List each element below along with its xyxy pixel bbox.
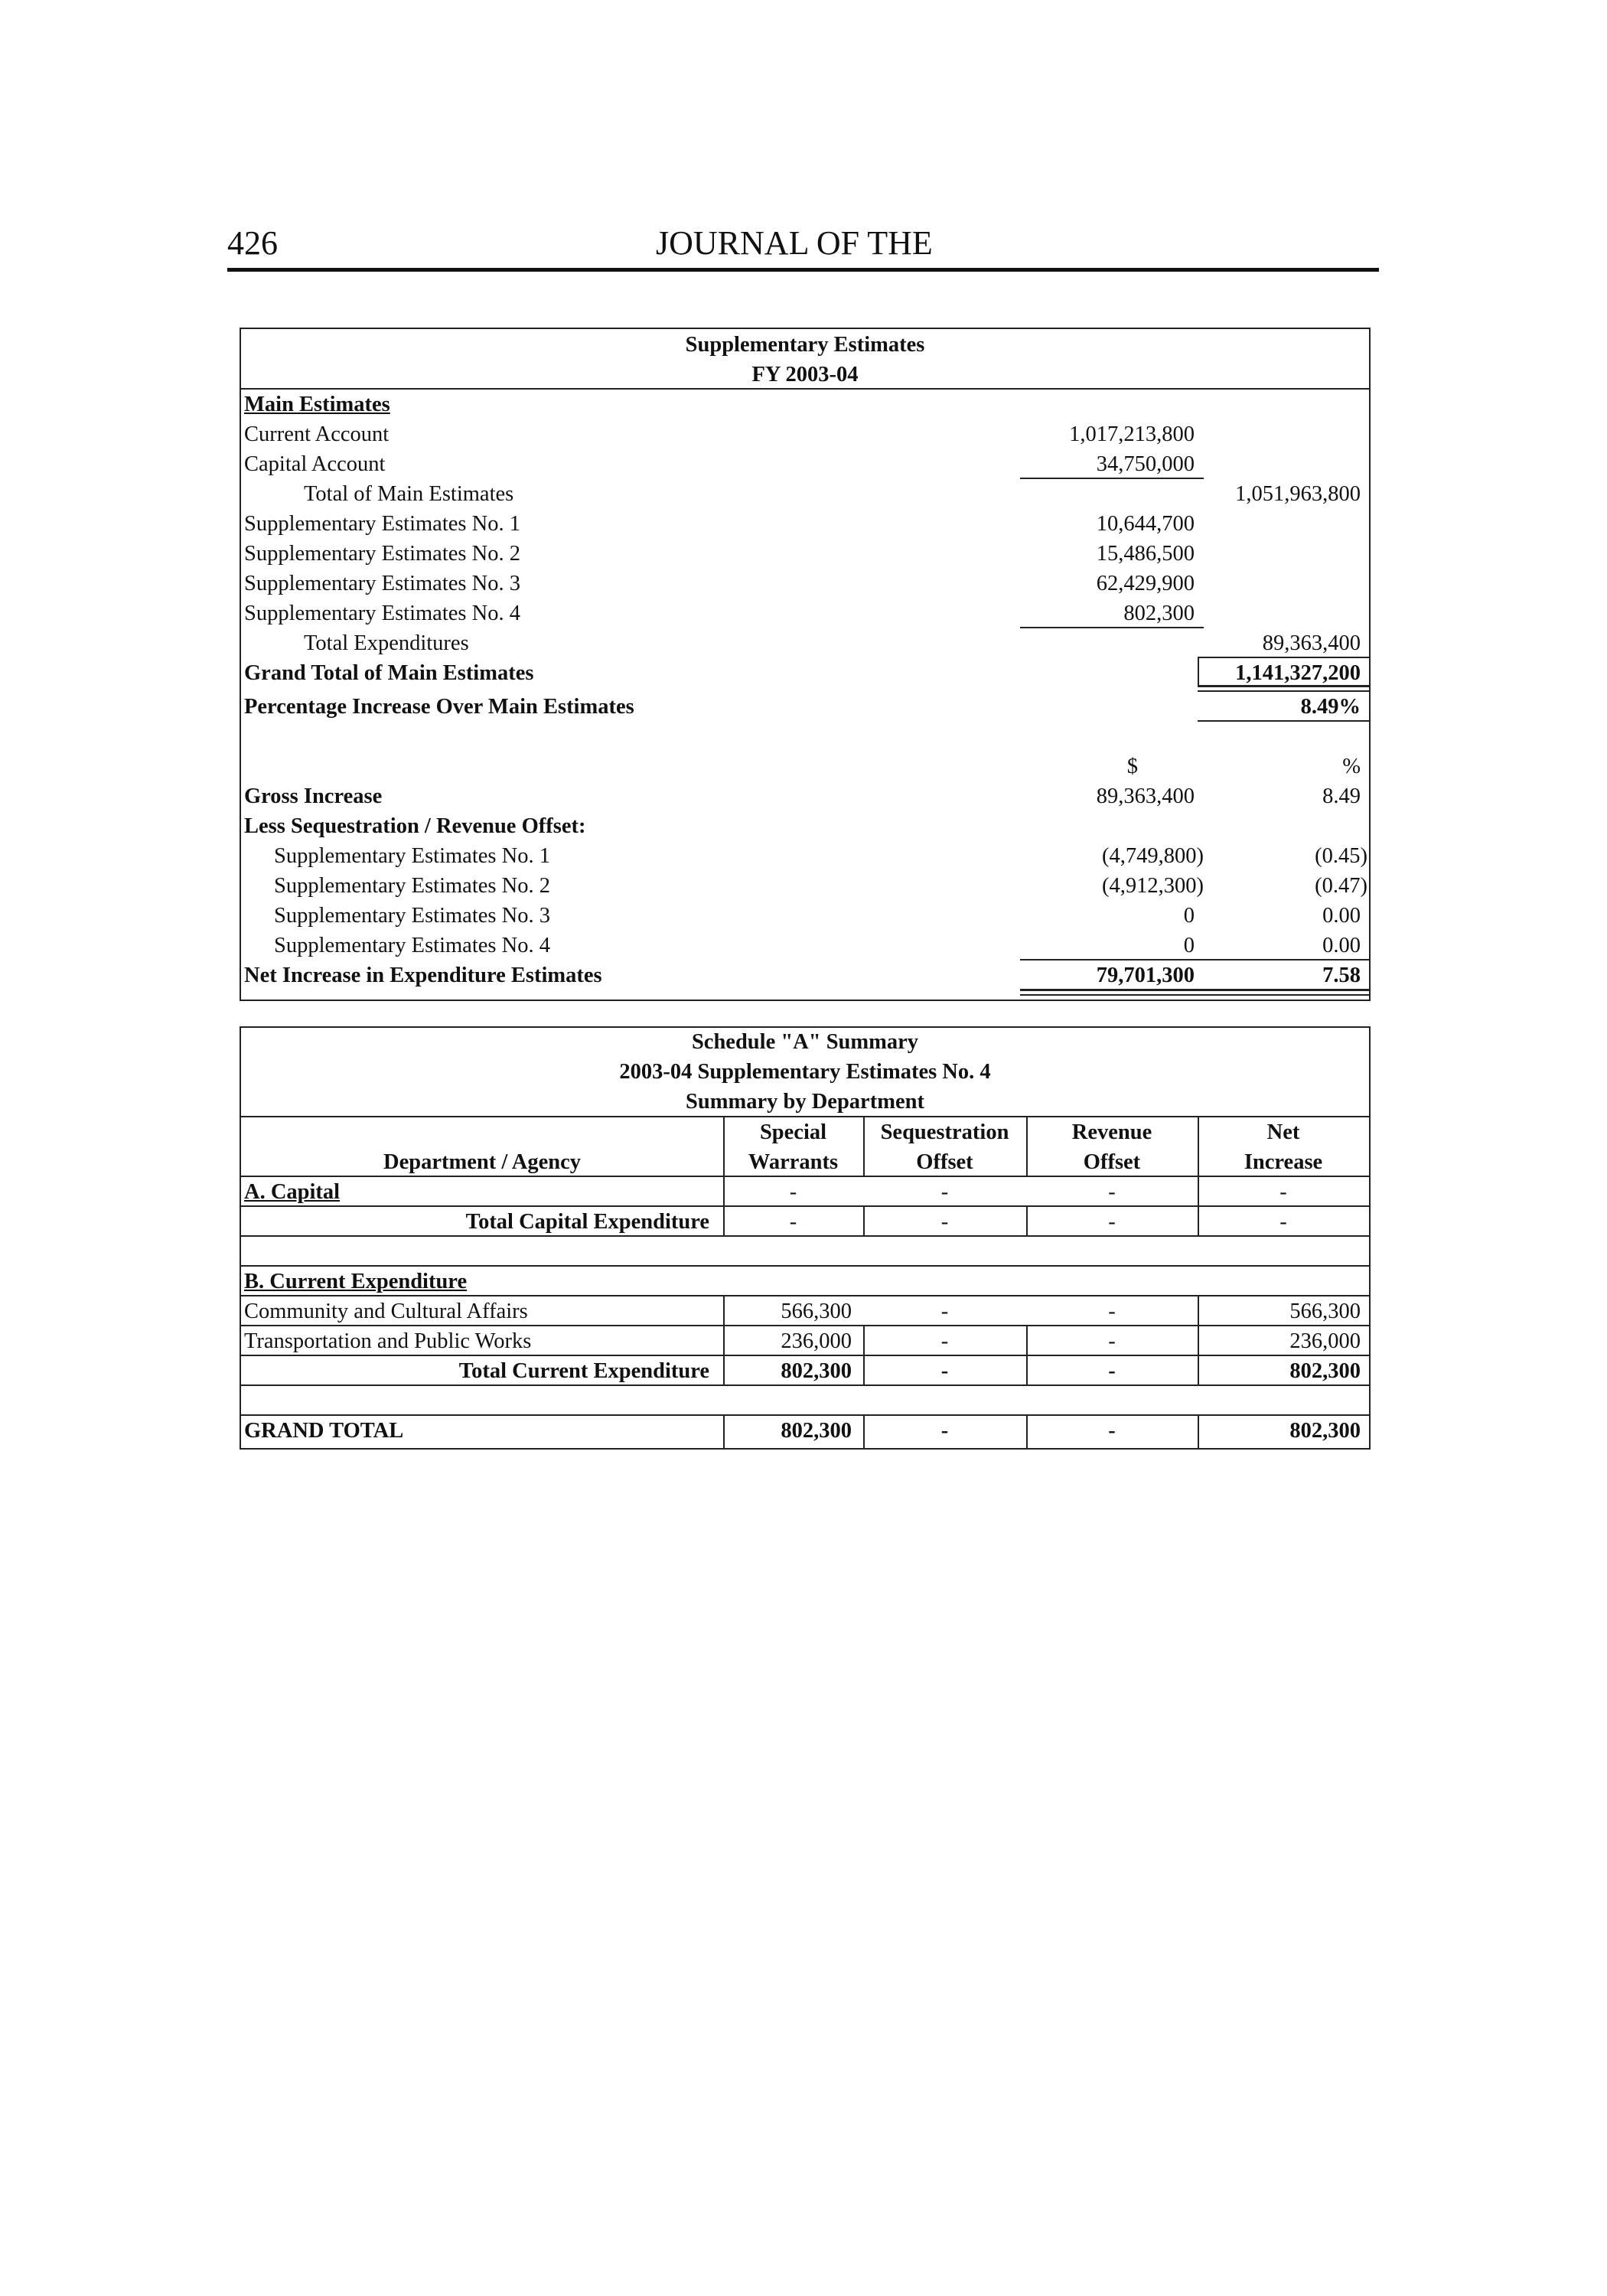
main-estimates-heading: Main Estimates	[244, 393, 390, 416]
grand-total-label: GRAND TOTAL	[244, 1419, 404, 1443]
row-rule	[241, 1384, 1369, 1386]
row-rule	[241, 1325, 1369, 1326]
schedule-a-summary-table	[240, 1026, 1371, 1450]
double-rule	[1198, 685, 1369, 687]
offset-amount: 0	[1183, 904, 1195, 928]
offset-amount: (4,749,800)	[1102, 844, 1204, 868]
percentage-rule	[1198, 720, 1369, 722]
dollar-column-header: $	[1126, 755, 1138, 778]
row-rule	[241, 1295, 1369, 1296]
department-revenue: -	[1108, 1329, 1116, 1353]
current-total-sequestration: -	[940, 1359, 949, 1383]
capital-sequestration: -	[940, 1180, 949, 1204]
grand-total-special: 802,300	[781, 1419, 852, 1443]
department-net: 236,000	[1289, 1329, 1361, 1353]
column-header-sequestration: Sequestration	[880, 1120, 1009, 1144]
grand-total-net: 802,300	[1289, 1419, 1361, 1443]
capital-net: -	[1279, 1180, 1287, 1204]
row-amount: 1,017,213,800	[1069, 422, 1195, 446]
row-label: Supplementary Estimates No. 4	[244, 602, 520, 625]
percent-column-header: %	[1342, 755, 1361, 778]
department-revenue: -	[1108, 1300, 1116, 1323]
current-section-heading: B. Current Expenditure	[244, 1270, 468, 1293]
subtotal-rule	[1020, 478, 1204, 479]
percentage-label: Percentage Increase Over Main Estimates	[244, 695, 634, 719]
schedule-subtitle: 2003-04 Supplementary Estimates No. 4	[619, 1060, 991, 1084]
offset-percent: (0.47)	[1315, 874, 1367, 898]
row-rule	[241, 1265, 1369, 1267]
department-special: 236,000	[781, 1329, 852, 1353]
department-sequestration: -	[940, 1300, 949, 1323]
offset-amount: 0	[1183, 934, 1195, 957]
current-total-net: 802,300	[1289, 1359, 1361, 1383]
less-offset-label: Less Sequestration / Revenue Offset:	[244, 814, 586, 838]
offset-percent: 0.00	[1322, 904, 1361, 928]
row-label: Supplementary Estimates No. 3	[244, 572, 520, 595]
offset-label: Supplementary Estimates No. 3	[274, 904, 550, 928]
page-number: 426	[227, 224, 278, 262]
capital-total-special: -	[789, 1210, 797, 1234]
double-rule	[1020, 994, 1369, 996]
row-label: Supplementary Estimates No. 2	[244, 542, 520, 566]
page-header	[227, 223, 1379, 272]
row-amount: 34,750,000	[1096, 452, 1195, 476]
capital-total-net: -	[1279, 1210, 1287, 1234]
capital-revenue: -	[1108, 1180, 1116, 1204]
row-label: Total Expenditures	[304, 631, 469, 655]
header-top-rule	[241, 1116, 1369, 1117]
offset-label: Supplementary Estimates No. 1	[274, 844, 550, 868]
total-rule	[1198, 657, 1369, 658]
row-label: Capital Account	[244, 452, 386, 476]
percentage-value: 8.49%	[1300, 695, 1361, 719]
supplementary-estimates-table	[240, 328, 1371, 1001]
gross-increase-amount: 89,363,400	[1096, 784, 1195, 808]
current-total-special: 802,300	[781, 1359, 852, 1383]
gross-increase-label: Gross Increase	[244, 784, 383, 808]
double-rule	[1020, 989, 1369, 991]
capital-total-sequestration: -	[940, 1210, 949, 1234]
schedule-subtitle-department: Summary by Department	[686, 1090, 924, 1114]
schedule-title: Schedule "A" Summary	[691, 1030, 919, 1054]
row-total: 89,363,400	[1262, 631, 1361, 655]
capital-total-revenue: -	[1108, 1210, 1116, 1234]
grand-total-value: 1,141,327,200	[1235, 661, 1361, 685]
column-header-special: Special	[759, 1120, 827, 1144]
grand-total-box-edge	[1198, 657, 1199, 685]
row-amount: 15,486,500	[1096, 542, 1195, 566]
capital-total-label: Total Capital Expenditure	[465, 1210, 709, 1234]
grand-total-revenue: -	[1108, 1419, 1116, 1443]
capital-special: -	[789, 1180, 797, 1204]
row-label: Total of Main Estimates	[304, 482, 514, 506]
subtotal-rule	[1020, 627, 1204, 628]
department-sequestration: -	[940, 1329, 949, 1353]
department-name: Community and Cultural Affairs	[244, 1300, 528, 1323]
offset-percent: 0.00	[1322, 934, 1361, 957]
department-name: Transportation and Public Works	[244, 1329, 532, 1353]
column-header-warrants: Warrants	[748, 1150, 839, 1174]
net-increase-percent: 7.58	[1322, 964, 1361, 987]
row-total: 1,051,963,800	[1235, 482, 1361, 506]
current-total-revenue: -	[1108, 1359, 1116, 1383]
row-amount: 802,300	[1123, 602, 1195, 625]
offset-amount: (4,912,300)	[1102, 874, 1204, 898]
row-rule	[241, 1414, 1369, 1416]
header-bottom-rule	[241, 1176, 1369, 1177]
offset-label: Supplementary Estimates No. 2	[274, 874, 550, 898]
double-rule	[1198, 690, 1369, 692]
row-label: Current Account	[244, 422, 390, 446]
offset-percent: (0.45)	[1315, 844, 1367, 868]
grand-total-sequestration: -	[940, 1419, 949, 1443]
net-increase-label: Net Increase in Expenditure Estimates	[244, 964, 602, 987]
column-header-revenue-offset: Offset	[1083, 1150, 1141, 1174]
net-increase-amount: 79,701,300	[1096, 964, 1195, 987]
department-net: 566,300	[1289, 1300, 1361, 1323]
row-amount: 10,644,700	[1096, 512, 1195, 536]
title-divider	[241, 388, 1369, 390]
column-header-increase: Increase	[1244, 1150, 1323, 1174]
estimates-subtitle: FY 2003-04	[751, 363, 859, 386]
row-rule	[241, 1205, 1369, 1207]
grand-total-label: Grand Total of Main Estimates	[244, 661, 534, 685]
estimates-title: Supplementary Estimates	[685, 333, 925, 357]
row-label: Supplementary Estimates No. 1	[244, 512, 520, 536]
running-head: JOURNAL OF THE	[656, 224, 933, 262]
column-header-department: Department / Agency	[383, 1150, 582, 1174]
row-rule	[241, 1235, 1369, 1237]
offset-label: Supplementary Estimates No. 4	[274, 934, 550, 957]
column-header-net: Net	[1266, 1120, 1300, 1144]
column-header-revenue: Revenue	[1071, 1120, 1152, 1144]
row-amount: 62,429,900	[1096, 572, 1195, 595]
gross-increase-percent: 8.49	[1322, 784, 1361, 808]
department-special: 566,300	[781, 1300, 852, 1323]
row-rule	[241, 1355, 1369, 1356]
capital-section-heading: A. Capital	[244, 1180, 341, 1204]
column-header-sequestration-offset: Offset	[916, 1150, 973, 1174]
current-total-label: Total Current Expenditure	[458, 1359, 709, 1383]
net-rule	[1020, 959, 1369, 960]
